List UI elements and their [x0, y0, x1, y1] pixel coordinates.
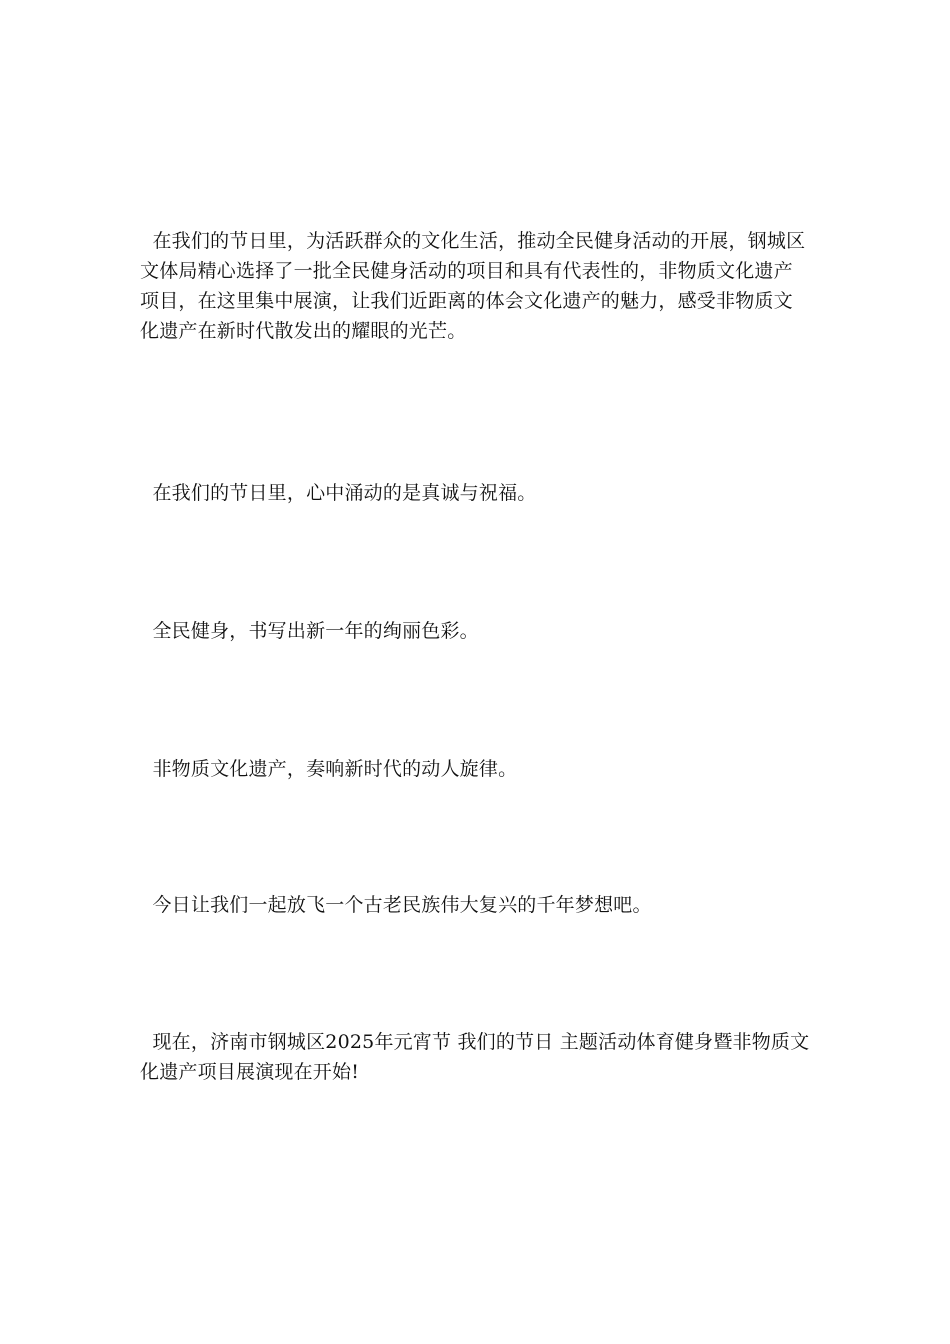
paragraph-intro: 在我们的节日里，为活跃群众的文化生活，推动全民健身活动的开展，钢城区文体局精心选择了一批全民健身活动的项目和具有代表性的，非物质文化遗产项目，在这里集中展演，让我们近距离的体会文化遗产的魅力，感受非物质文化遗产在新时代散发出的耀眼的光芒。	[140, 230, 806, 342]
paragraph-heritage: 非物质文化遗产，奏响新时代的动人旋律。	[140, 758, 518, 780]
paragraph-opening: 现在，济南市钢城区2025年元宵节 我们的节日 主题活动体育健身暨非物质文化遗产项目展演现在开始!	[140, 1031, 810, 1083]
paragraph-blessing: 在我们的节日里，心中涌动的是真诚与祝福。	[140, 482, 537, 504]
paragraph-fitness: 全民健身，书写出新一年的绚丽色彩。	[140, 620, 479, 642]
paragraph-dream: 今日让我们一起放飞一个古老民族伟大复兴的千年梦想吧。	[140, 894, 652, 916]
